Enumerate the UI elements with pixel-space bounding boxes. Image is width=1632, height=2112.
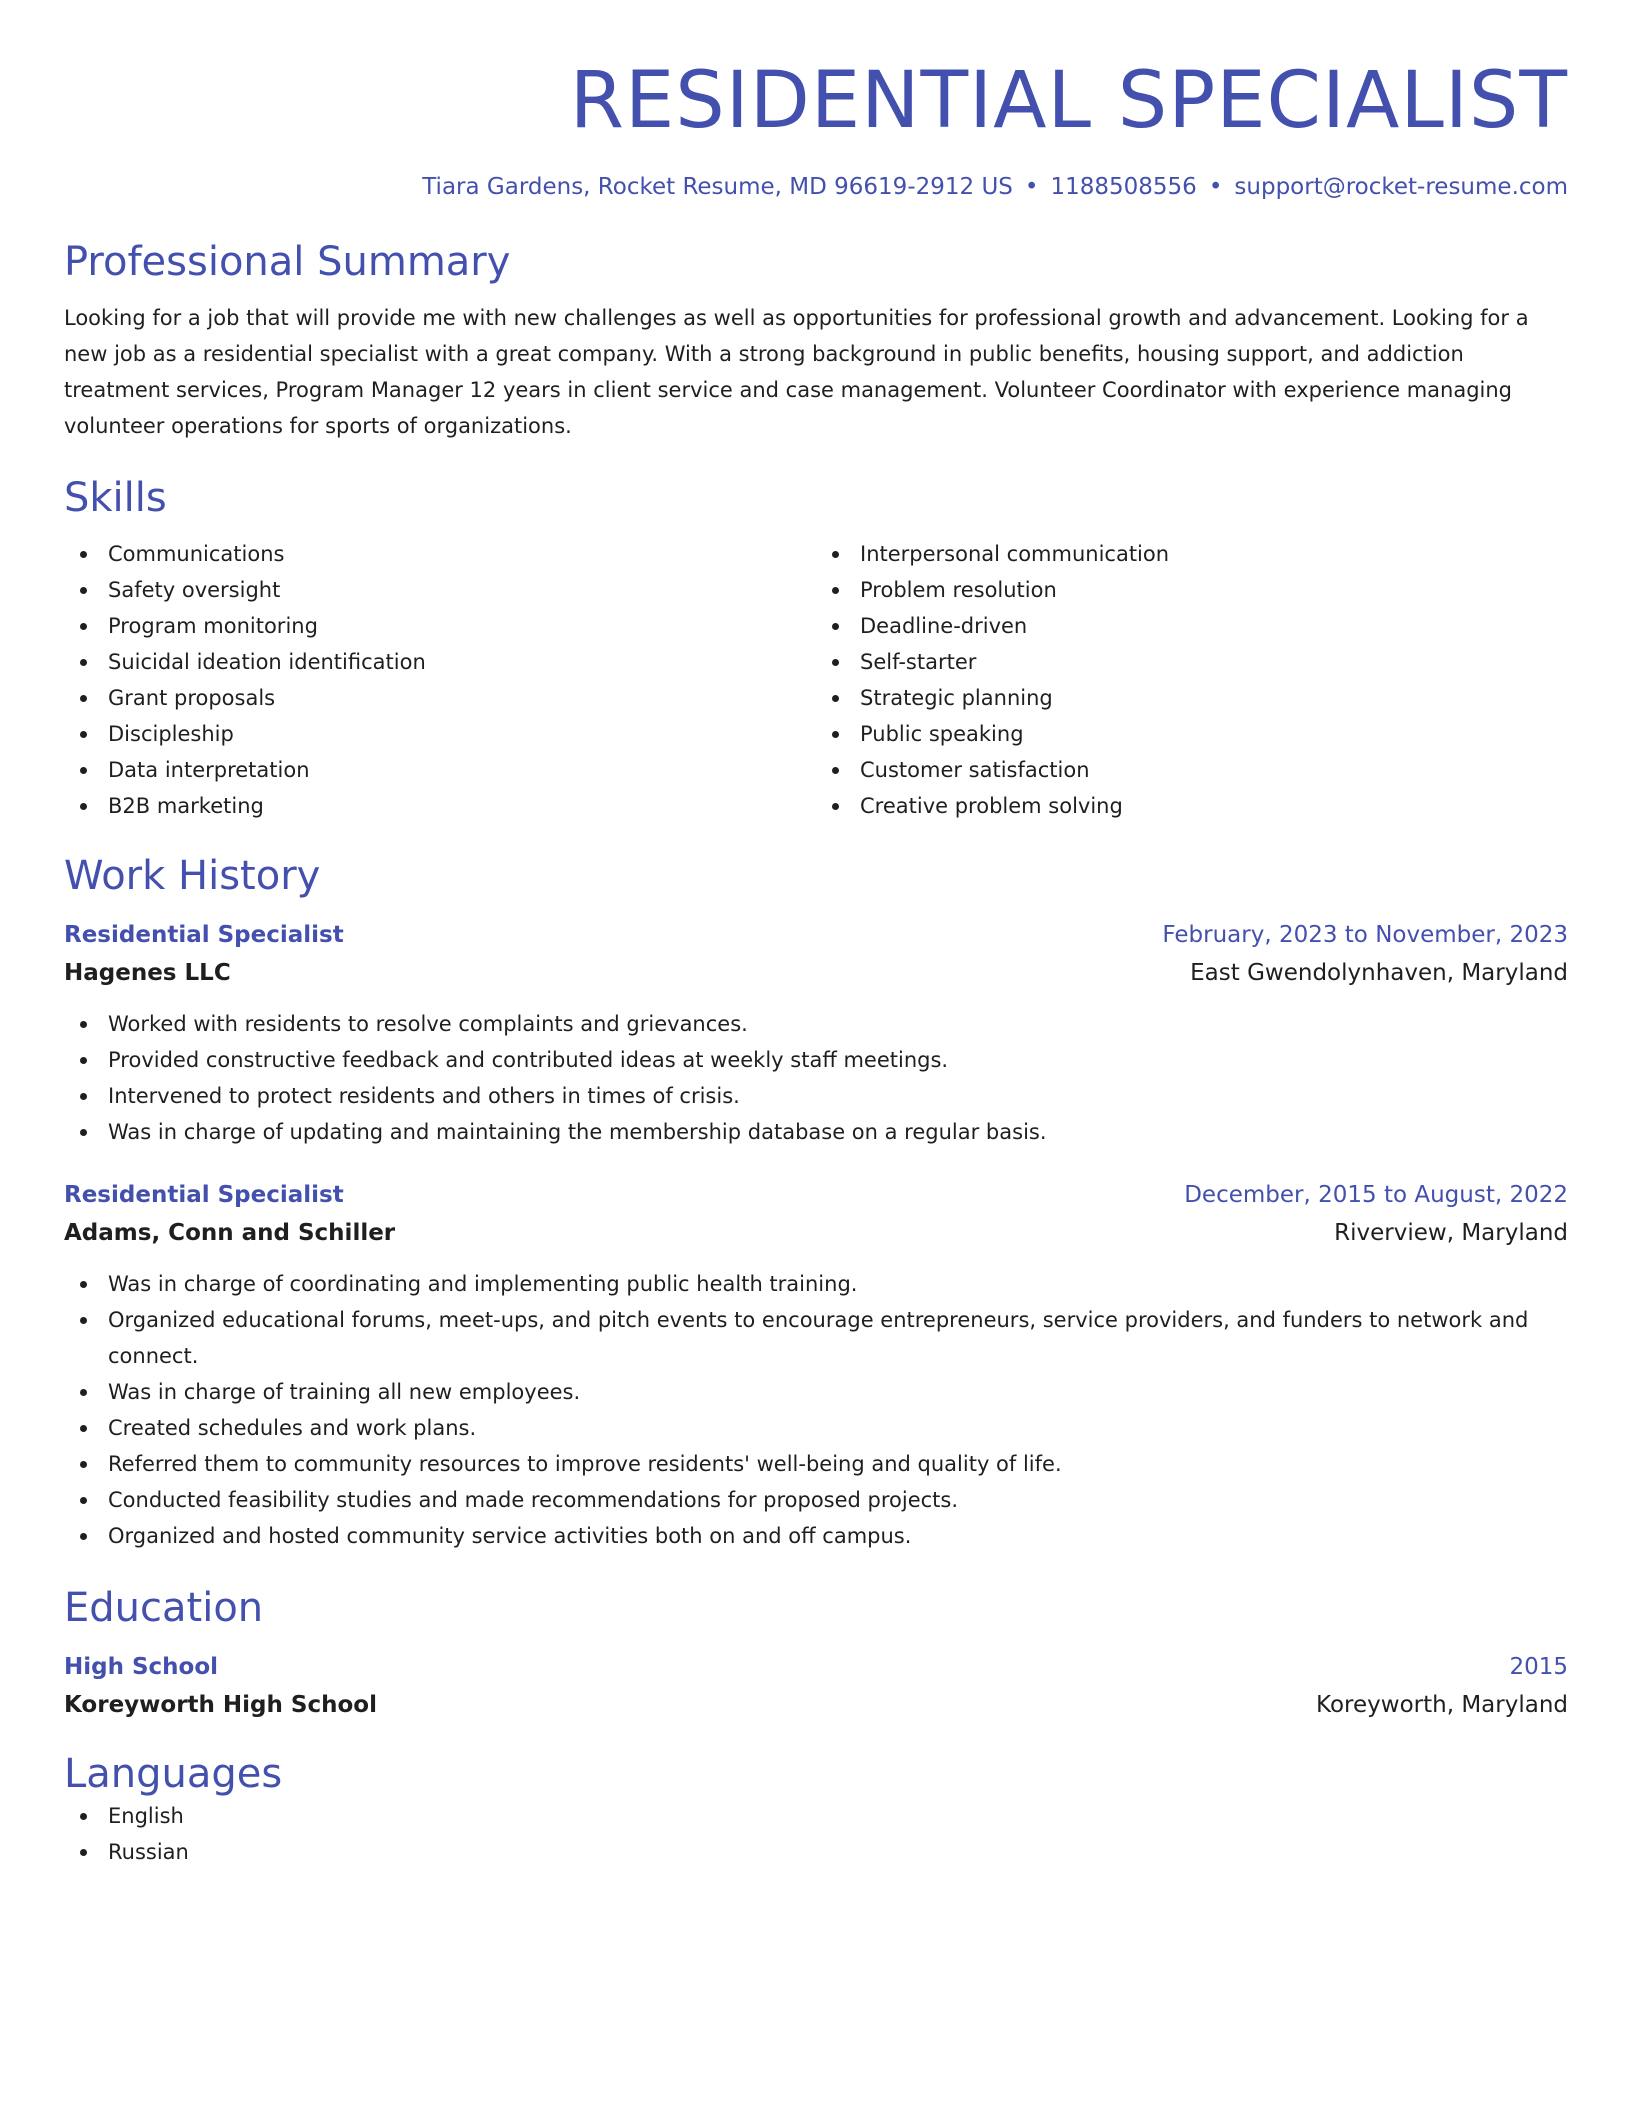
job-dates: December, 2015 to August, 2022 [1184,1181,1568,1208]
job-company: Hagenes LLC [64,959,231,986]
job-duty-item: Was in charge of training all new employees. [64,1374,1568,1410]
job-duty-item: Worked with residents to resolve complaints and grievances. [64,1006,1568,1042]
skill-item: Creative problem solving [816,788,1568,824]
skill-item: Customer satisfaction [816,752,1568,788]
skill-item: Grant proposals [64,680,816,716]
education-heading: Education [64,1584,264,1631]
job-entry [64,1176,1568,1554]
skills-column-left [64,536,816,824]
education-degree: High School [64,1653,219,1680]
job-location: East Gwendolynhaven, Maryland [1190,959,1568,986]
skill-item: Deadline-driven [816,608,1568,644]
job-duty-item: Was in charge of updating and maintaining the membership database on a regular basis. [64,1114,1568,1150]
job-duty-item: Conducted feasibility studies and made recommendations for proposed projects. [64,1482,1568,1518]
job-duty-item: Created schedules and work plans. [64,1410,1568,1446]
skills-heading: Skills [64,474,167,521]
job-duties-list [64,1266,1568,1554]
skills-list-left [64,536,816,824]
skill-item: Self-starter [816,644,1568,680]
language-item: Russian [64,1834,1568,1870]
skill-item: Strategic planning [816,680,1568,716]
languages-heading: Languages [64,1750,283,1797]
skill-item: Public speaking [816,716,1568,752]
education-school: Koreyworth High School [64,1691,377,1718]
summary-text: Looking for a job that will provide me with new challenges as well as opportunities for professional growth and advancement. Looking for a new job as a residential specialist with a great company. With a strong background in public benefits, housing support, and addiction treatment services, Program Manager 12 years in client service and case management. Volunteer Coordinator with experience managing volunteer operations for sports of organizations. [64,305,1529,438]
skill-item: Safety oversight [64,572,816,608]
education-school-row [64,1686,1568,1724]
job-company-row [64,1214,1568,1252]
skill-item: Interpersonal communication [816,536,1568,572]
skill-item: B2B marketing [64,788,816,824]
skill-item: Discipleship [64,716,816,752]
contact-phone: 1188508556 [1050,174,1197,200]
job-duty-item: Intervened to protect residents and others in times of crisis. [64,1078,1568,1114]
education-year: 2015 [1509,1653,1568,1680]
skill-item: Data interpretation [64,752,816,788]
job-entry [64,916,1568,1150]
job-duty-item: Organized and hosted community service activities both on and off campus. [64,1518,1568,1554]
job-duty-item: Provided constructive feedback and contributed ideas at weekly staff meetings. [64,1042,1568,1078]
job-title: Residential Specialist [64,1181,344,1208]
job-location: Riverview, Maryland [1334,1219,1568,1246]
job-duty-item: Organized educational forums, meet-ups, and pitch events to encourage entrepreneurs, service providers, and funders to network and connect. [64,1302,1568,1374]
resume-title: RESIDENTIAL SPECIALIST [569,56,1568,146]
job-duty-item: Referred them to community resources to improve residents' well-being and quality of life. [64,1446,1568,1482]
skill-item: Suicidal ideation identification [64,644,816,680]
job-company-row [64,954,1568,992]
contact-separator: • [1024,174,1039,200]
job-title: Residential Specialist [64,921,344,948]
contact-address: Tiara Gardens, Rocket Resume, MD 96619-2912 US [422,174,1013,200]
language-item: English [64,1798,1568,1834]
job-duty-item: Was in charge of coordinating and implementing public health training. [64,1266,1568,1302]
contact-line [64,174,1568,202]
contact-separator: • [1208,174,1223,200]
contact-email: support@rocket-resume.com [1234,174,1568,200]
job-title-row [64,1176,1568,1214]
education-degree-row [64,1648,1568,1686]
work-history-heading: Work History [64,852,321,899]
job-title-row [64,916,1568,954]
summary-heading: Professional Summary [64,238,511,285]
skill-item: Program monitoring [64,608,816,644]
education-entry [64,1648,1568,1724]
job-duties-list [64,1006,1568,1150]
skills-grid [64,536,1568,824]
education-location: Koreyworth, Maryland [1316,1691,1568,1718]
job-dates: February, 2023 to November, 2023 [1162,921,1568,948]
skill-item: Communications [64,536,816,572]
skills-list-right [816,536,1568,824]
skill-item: Problem resolution [816,572,1568,608]
job-company: Adams, Conn and Schiller [64,1219,396,1246]
skills-column-right [816,536,1568,824]
languages-list [64,1798,1568,1870]
